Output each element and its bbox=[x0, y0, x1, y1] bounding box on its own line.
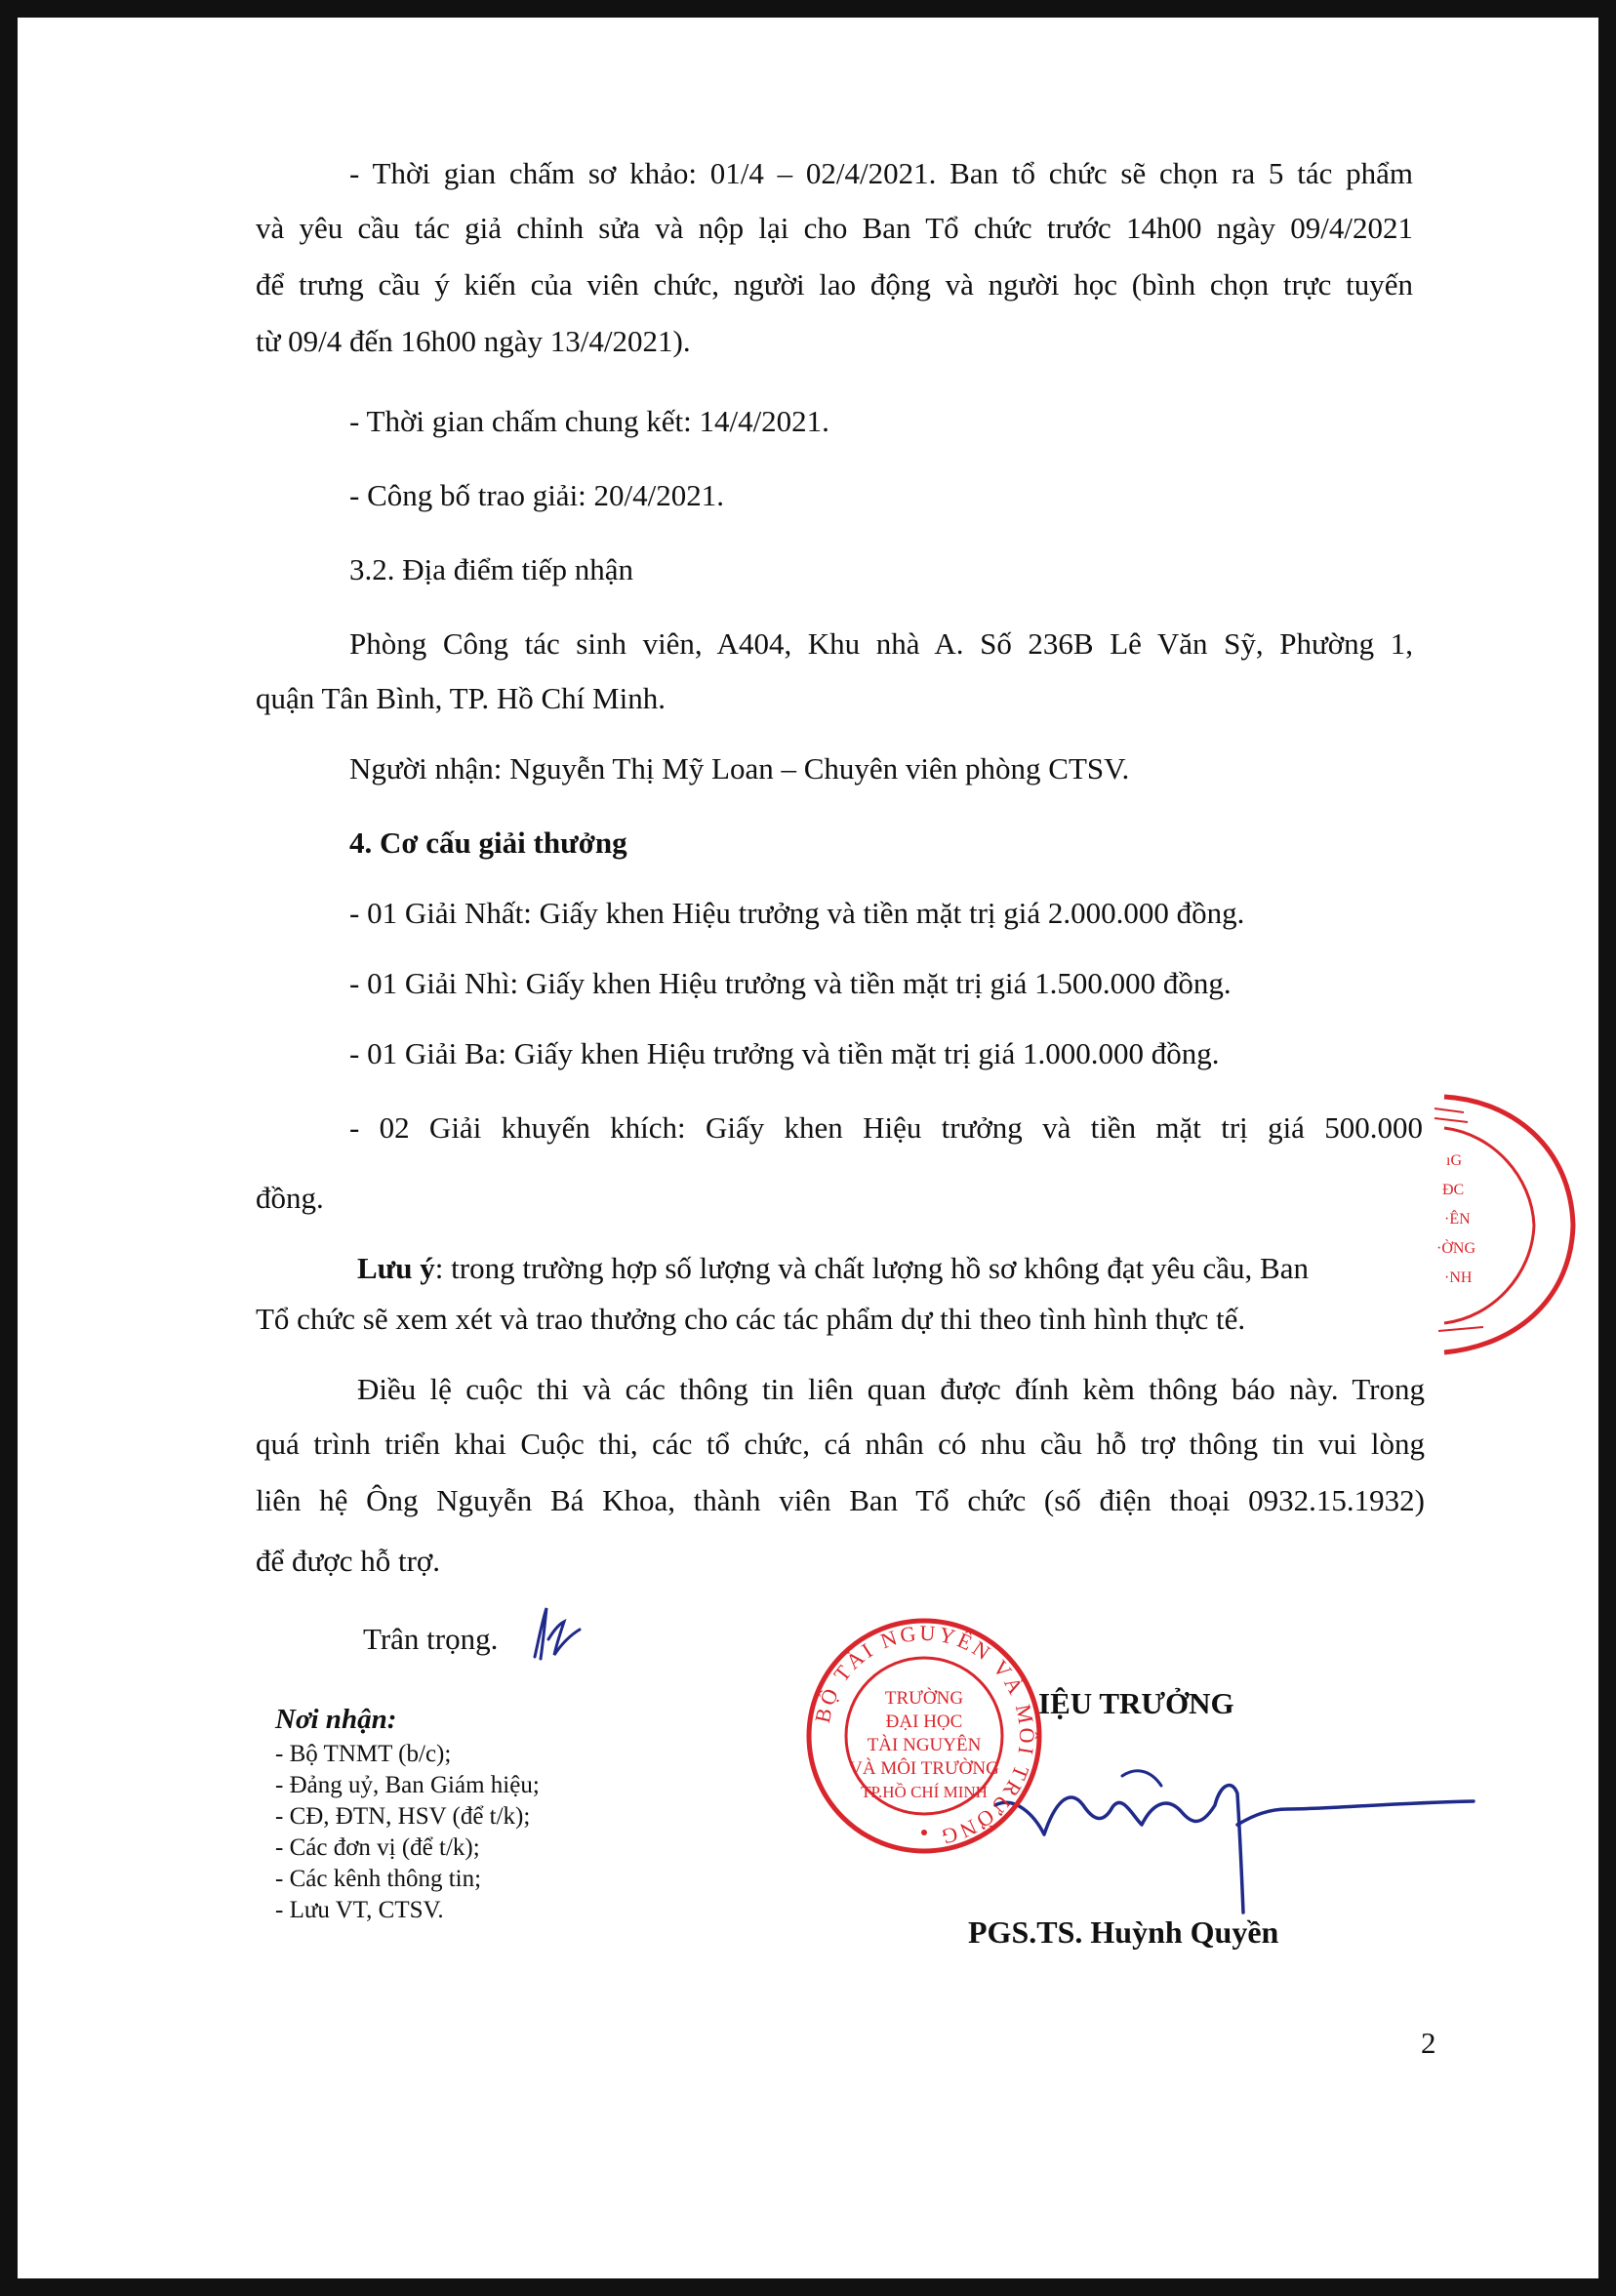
location-line-2: quận Tân Bình, TP. Hồ Chí Minh. bbox=[256, 681, 666, 715]
regards: Trân trọng. bbox=[363, 1622, 499, 1656]
recipient-item: - Các đơn vị (để t/k); bbox=[275, 1834, 480, 1861]
svg-text:BỘ TÀI NGUYÊN VÀ MÔI TRƯỜNG: BỘ TÀI NGUYÊN VÀ MÔI TRƯỜNG bbox=[809, 1620, 1040, 1850]
rules-line-1: Điều lệ cuộc thi và các thông tin liên quan được đính kèm thông báo này. Trong bbox=[357, 1372, 1425, 1406]
signature-title: IỆU TRƯỞNG bbox=[1038, 1686, 1234, 1720]
recipient-item: - Đảng uỷ, Ban Giám hiệu; bbox=[275, 1772, 540, 1798]
recipient-person: Người nhận: Nguyễn Thị Mỹ Loan – Chuyên viên phòng CTSV. bbox=[349, 751, 1130, 785]
recipient-item: - CĐ, ĐTN, HSV (để t/k); bbox=[275, 1803, 531, 1830]
svg-text:·ÊN: ·ÊN bbox=[1444, 1211, 1471, 1228]
note-label: Lưu ý bbox=[357, 1251, 435, 1285]
official-seal-icon bbox=[802, 1614, 1046, 1858]
announcement-date: - Công bố trao giải: 20/4/2021. bbox=[349, 478, 725, 512]
rules-line-2: quá trình triển khai Cuộc thi, các tổ chức, cá nhân có nhu cầu hỗ trợ thông tin vui lòng bbox=[256, 1427, 1425, 1461]
recipients-title: Nơi nhận: bbox=[275, 1704, 397, 1735]
recipient-item: - Bộ TNMT (b/c); bbox=[275, 1741, 452, 1767]
body-line-4: từ 09/4 đến 16h00 ngày 13/4/2021). bbox=[256, 324, 691, 358]
body-line-1: - Thời gian chấm sơ khảo: 01/4 – 02/4/2021. Ban tổ chức sẽ chọn ra 5 tác phẩm bbox=[349, 156, 1413, 190]
page-number: 2 bbox=[1421, 2026, 1436, 2060]
prize-second: - 01 Giải Nhì: Giấy khen Hiệu trưởng và tiền mặt trị giá 1.500.000 đồng. bbox=[349, 966, 1232, 1000]
rules-line-4: để được hỗ trợ. bbox=[256, 1544, 441, 1578]
partial-seal-icon bbox=[1425, 1089, 1581, 1362]
prize-heading: 4. Cơ cấu giải thưởng bbox=[349, 826, 627, 860]
signer-name: PGS.TS. Huỳnh Quyền bbox=[968, 1914, 1279, 1950]
svg-text:ĐẠI HỌC: ĐẠI HỌC bbox=[885, 1712, 963, 1732]
svg-text:TRƯỜNG: TRƯỜNG bbox=[884, 1688, 964, 1709]
svg-text:·ỜNG: ·ỜNG bbox=[1436, 1240, 1475, 1257]
prize-encouragement-line-1: - 02 Giải khuyến khích: Giấy khen Hiệu trưởng và tiền mặt trị giá 500.000 bbox=[349, 1110, 1423, 1145]
prize-encouragement-line-2: đồng. bbox=[256, 1181, 324, 1215]
svg-text:ÐC: ÐC bbox=[1442, 1182, 1465, 1198]
svg-text:·NH: ·NH bbox=[1444, 1269, 1473, 1286]
body-line-3: để trưng cầu ý kiến của viên chức, người lao động và người học (bình chọn trực tuyến bbox=[256, 267, 1413, 302]
final-round-date: - Thời gian chấm chung kết: 14/4/2021. bbox=[349, 404, 829, 438]
prize-third: - 01 Giải Ba: Giấy khen Hiệu trưởng và tiền mặt trị giá 1.000.000 đồng. bbox=[349, 1036, 1220, 1070]
body-line-2: và yêu cầu tác giả chỉnh sửa và nộp lại cho Ban Tổ chức trước 14h00 ngày 09/4/2021 bbox=[256, 211, 1413, 245]
note-line-2: Tổ chức sẽ xem xét và trao thưởng cho các tác phẩm dự thi theo tình hình thực tế. bbox=[256, 1302, 1246, 1336]
rules-line-3: liên hệ Ông Nguyễn Bá Khoa, thành viên Ban Tổ chức (số điện thoại 0932.15.1932) bbox=[256, 1483, 1425, 1517]
handwritten-signature-icon bbox=[976, 1747, 1483, 1922]
svg-text:TÀI NGUYÊN: TÀI NGUYÊN bbox=[867, 1735, 982, 1755]
svg-text:ıG: ıG bbox=[1446, 1152, 1462, 1169]
note-text: : trong trường hợp số lượng và chất lượng hồ sơ không đạt yêu cầu, Ban bbox=[434, 1251, 1309, 1285]
location-heading: 3.2. Địa điểm tiếp nhận bbox=[349, 552, 633, 586]
initials-signature-icon bbox=[525, 1600, 593, 1669]
recipient-item: - Lưu VT, CTSV. bbox=[275, 1897, 444, 1923]
prize-first: - 01 Giải Nhất: Giấy khen Hiệu trưởng và tiền mặt trị giá 2.000.000 đồng. bbox=[349, 896, 1245, 930]
note-line-1 bbox=[357, 1249, 1425, 1288]
recipient-item: - Các kênh thông tin; bbox=[275, 1866, 482, 1892]
svg-text:TP.HỒ CHÍ MINH: TP.HỒ CHÍ MINH bbox=[861, 1783, 988, 1801]
svg-text:VÀ MÔI TRƯỜNG: VÀ MÔI TRƯỜNG bbox=[849, 1758, 999, 1779]
location-line-1: Phòng Công tác sinh viên, A404, Khu nhà A. Số 236B Lê Văn Sỹ, Phường 1, bbox=[349, 626, 1413, 661]
